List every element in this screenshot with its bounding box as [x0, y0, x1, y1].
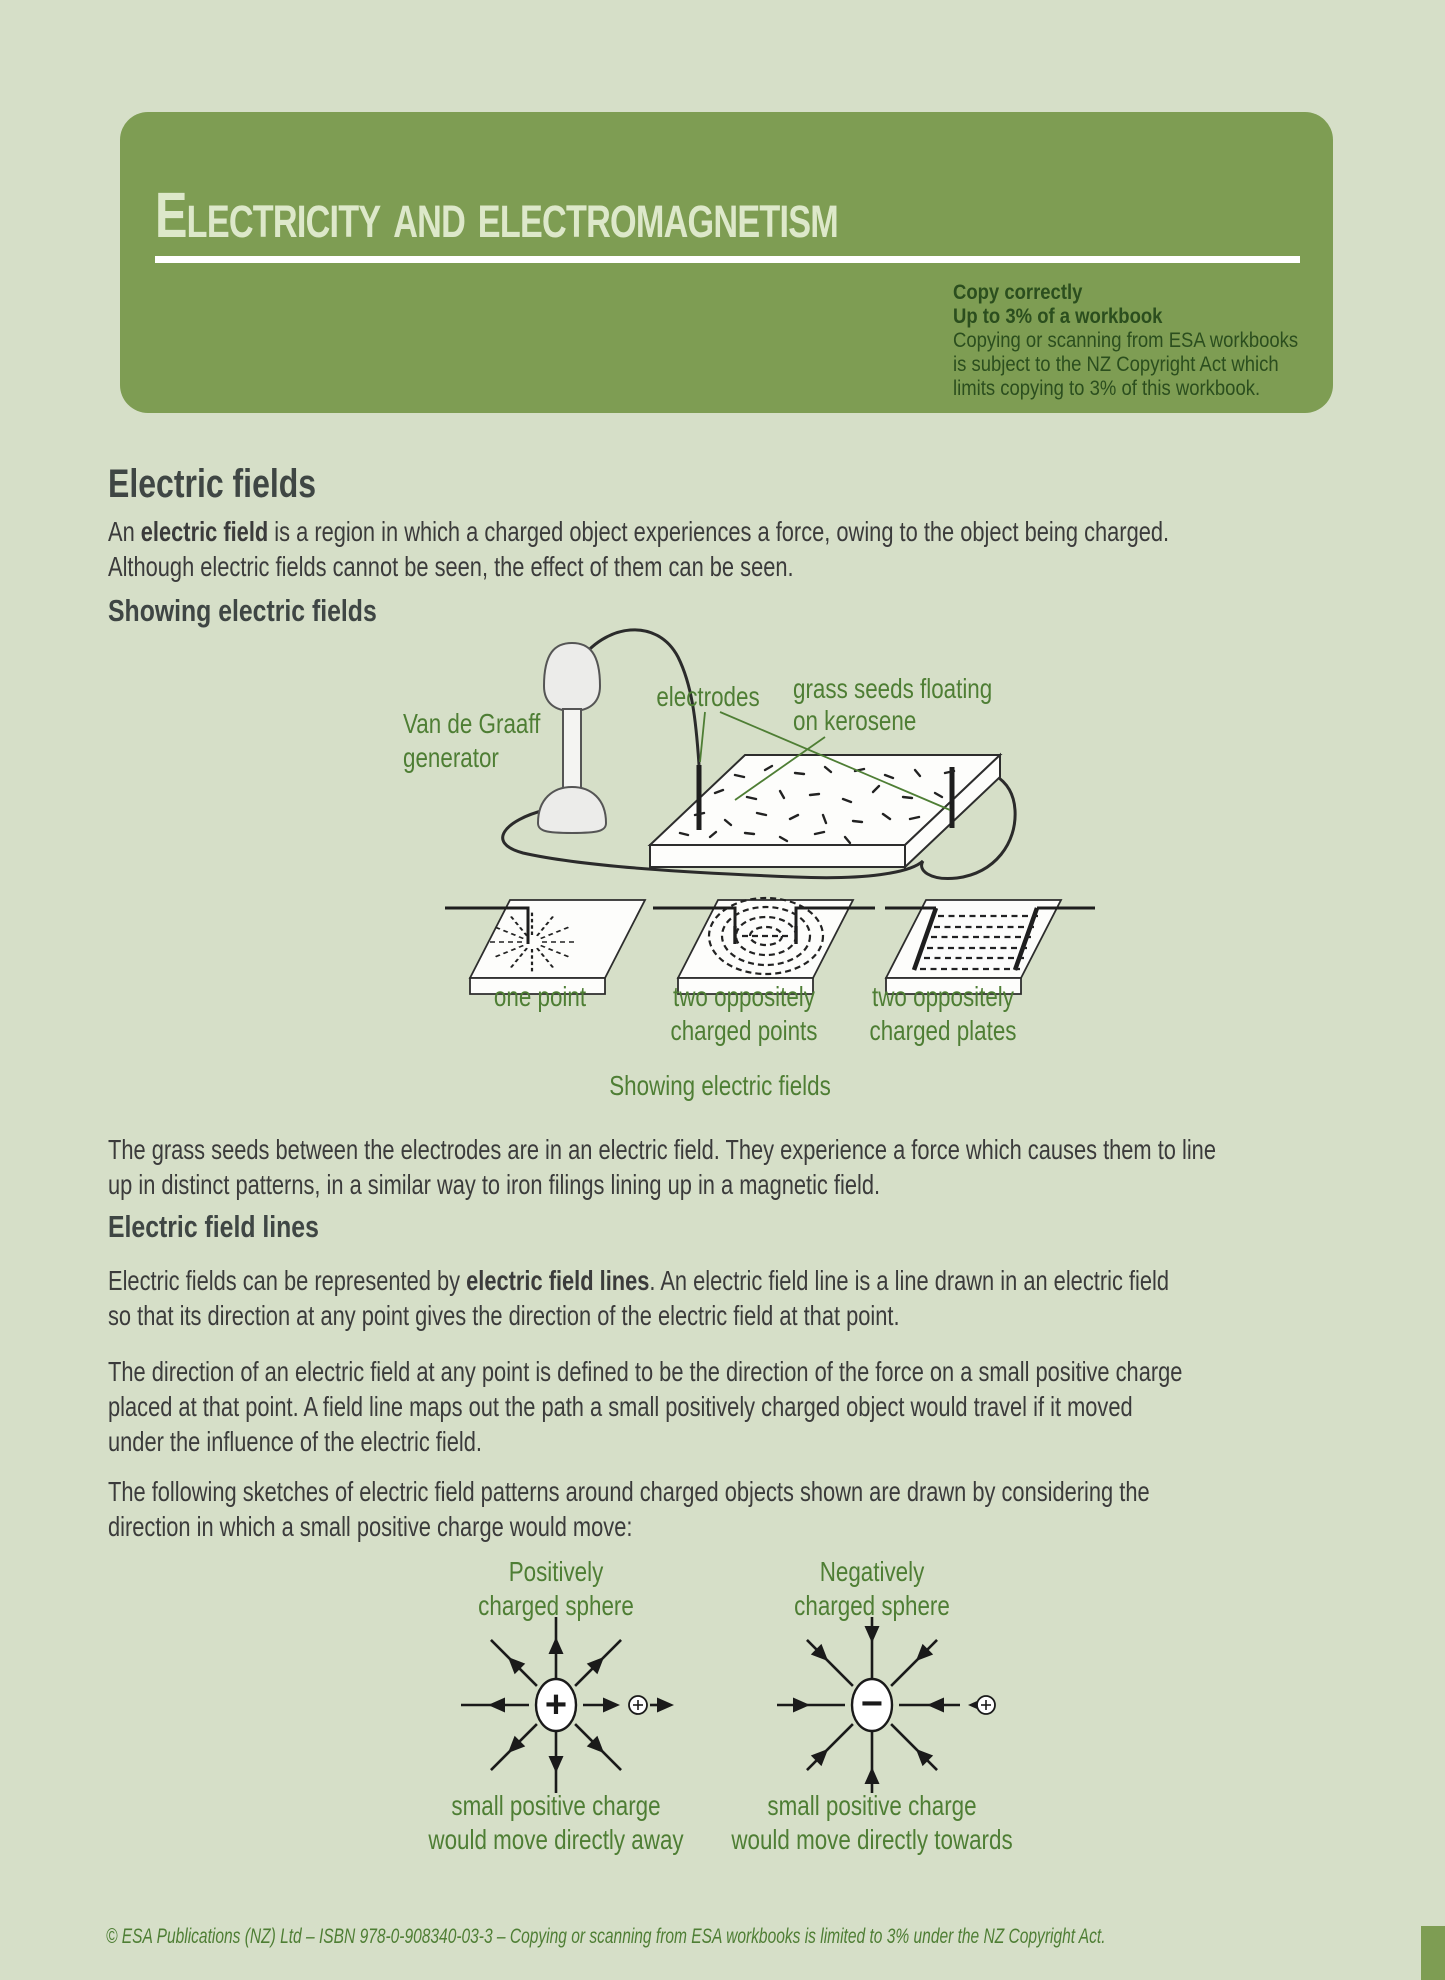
paragraph-line: direction in which a small positive charge would move:	[108, 1511, 633, 1542]
bold-term: electric field	[140, 516, 269, 547]
caption-line: would move directly away	[428, 1824, 684, 1855]
label-line: grass seeds floating	[793, 673, 993, 704]
caption-negative-sphere	[712, 1789, 1032, 1857]
paragraph-field-lines-definition	[108, 1263, 1325, 1333]
bold-term: electric field lines	[466, 1265, 650, 1296]
figure-caption-showing-electric-fields: Showing electric fields	[609, 1070, 831, 1101]
paragraph-line	[108, 514, 1325, 549]
test-charge-icon	[977, 1696, 995, 1714]
label-grass-seeds	[793, 673, 992, 737]
label-line: Negatively	[819, 1556, 925, 1587]
caption-line: two oppositely	[872, 981, 1014, 1012]
paragraph-electric-field-definition	[108, 514, 1325, 584]
notice-line: Up to 3% of a workbook	[953, 305, 1163, 328]
subsection-heading-electric-field-lines: Electric field lines	[108, 1209, 319, 1244]
paragraph-grass-seeds	[108, 1132, 1325, 1202]
page-footer: © ESA Publications (NZ) Ltd – ISBN 978-0-908340-03-3 – Copying or scanning from ESA workbooks is limited to 3% under the NZ Copyright Act.	[106, 1925, 1106, 1948]
paragraph-line: The following sketches of electric field patterns around charged objects shown are drawn by considering the	[108, 1476, 1150, 1507]
van-de-graaff-column	[563, 709, 581, 789]
section-heading-electric-fields: Electric fields	[108, 462, 317, 506]
text-run: An	[108, 516, 141, 547]
caption-line: charged points	[670, 1015, 818, 1046]
positive-sign: +	[544, 1684, 568, 1726]
label-line: charged sphere	[478, 1590, 634, 1621]
chapter-edge-tab	[1421, 1926, 1445, 1980]
caption-two-plates	[823, 980, 1063, 1048]
notice-line: Copy correctly	[953, 281, 1083, 304]
van-de-graaff-base	[538, 787, 606, 833]
figure-negative-charge-field	[712, 1595, 1032, 1815]
caption-line: would move directly towards	[731, 1824, 1013, 1855]
label-line: Positively	[508, 1556, 604, 1587]
test-charge-icon	[629, 1696, 647, 1714]
caption-line: two oppositely	[673, 981, 815, 1012]
paragraph-line: placed at that point. A field line maps out the path a small positively charged object would travel if it moved	[108, 1391, 1133, 1422]
paragraph-line: Although electric fields cannot be seen, the effect of them can be seen.	[108, 551, 794, 582]
caption-line: charged plates	[869, 1015, 1017, 1046]
caption-line: small positive charge	[767, 1790, 977, 1821]
paragraph-line	[108, 1263, 1325, 1298]
negative-sign: −	[860, 1683, 884, 1725]
paragraph-line: up in distinct patterns, in a similar way to iron filings lining up in a magnetic field.	[108, 1169, 881, 1200]
notice-line: is subject to the NZ Copyright Act which	[953, 353, 1279, 376]
notice-line: Copying or scanning from ESA workbooks	[953, 329, 1299, 352]
label-line: charged sphere	[794, 1590, 950, 1621]
paragraph-line: so that its direction at any point gives the direction of the electric field at that point.	[108, 1300, 900, 1331]
paragraph-field-direction	[108, 1354, 1325, 1459]
label-line: generator	[403, 742, 499, 773]
label-line: on kerosene	[793, 705, 917, 736]
paragraph-line: The direction of an electric field at any point is defined to be the direction of the force on a small positive charge	[108, 1356, 1183, 1387]
label-electrodes: electrodes	[656, 681, 760, 712]
text-run: . An electric field line is a line drawn in an electric field	[649, 1265, 1169, 1296]
subsection-heading-showing-electric-fields: Showing electric fields	[108, 593, 377, 628]
caption-line: small positive charge	[451, 1790, 661, 1821]
label-van-de-graaff-generator	[403, 707, 540, 775]
figure-positive-charge-field	[396, 1595, 716, 1815]
caption-positive-sphere	[396, 1789, 716, 1857]
paragraph-sketches-intro	[108, 1474, 1325, 1544]
text-run: Electric fields can be represented by	[108, 1265, 467, 1296]
text-run: is a region in which a charged object experiences a force, owing to the object being charged.	[268, 516, 1170, 547]
paragraph-line: under the influence of the electric field.	[108, 1426, 482, 1457]
label-line: Van de Graaff	[403, 708, 541, 739]
title-underline	[155, 256, 1300, 263]
copy-notice	[953, 281, 1367, 401]
seed-tray-front	[650, 845, 905, 867]
paragraph-line: The grass seeds between the electrodes are in an electric field. They experience a force which causes them to line	[108, 1134, 1216, 1165]
caption-one-point: one point	[493, 981, 587, 1012]
notice-line: limits copying to 3% of this workbook.	[953, 377, 1261, 400]
chapter-title: Electricity and electromagnetism	[155, 179, 839, 251]
